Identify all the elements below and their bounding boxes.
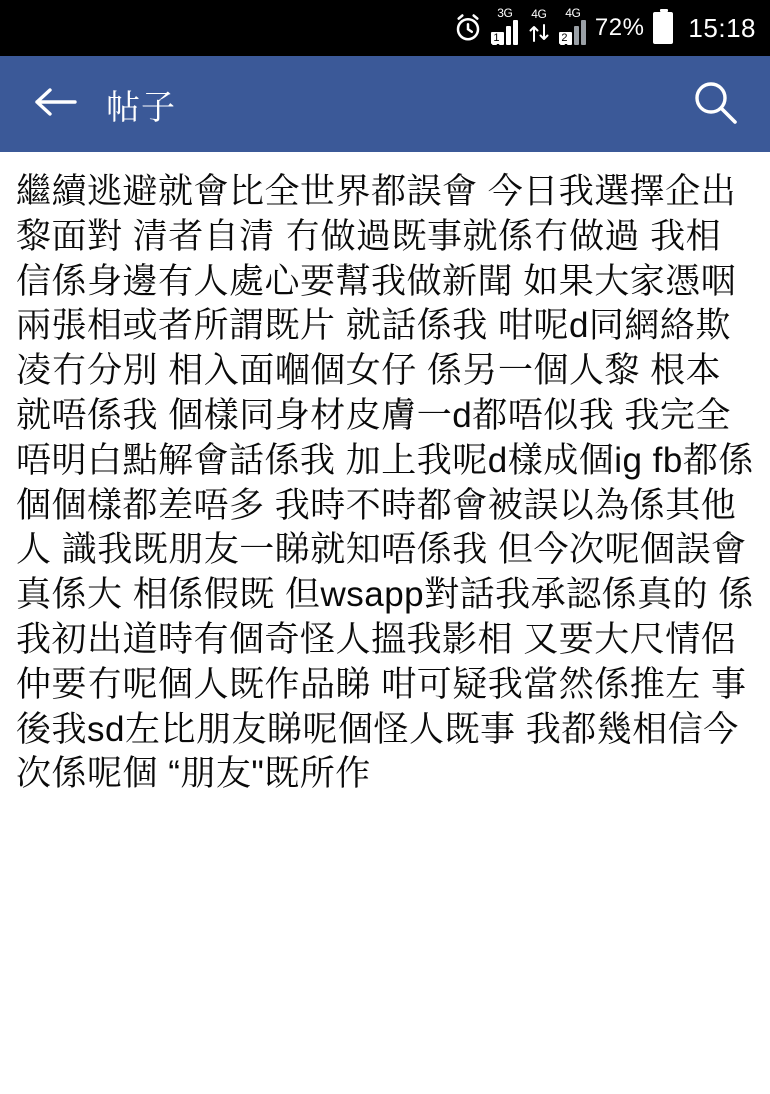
sim1-network-label: 3G (497, 6, 513, 20)
sim1-slot-label: 1 (491, 32, 502, 44)
post-content (0, 152, 770, 797)
data-transfer-icon (527, 21, 551, 45)
status-bar-icons (453, 6, 756, 45)
sim2-signal-icon (560, 6, 586, 45)
sim1-signal-icon (492, 6, 518, 45)
search-button[interactable] (688, 77, 742, 131)
sim2-slot-label: 2 (559, 32, 570, 44)
back-button[interactable] (30, 79, 80, 129)
search-icon (690, 77, 740, 132)
page-title: 帖子 (106, 88, 176, 127)
back-arrow-icon (33, 85, 77, 124)
alarm-clock-icon (453, 13, 483, 43)
data-network-label: 4G (531, 7, 547, 21)
status-bar-clock: 15:18 (688, 12, 756, 43)
status-bar (0, 0, 770, 56)
post-body-text: 繼續逃避就會比全世界都誤會 今日我選擇企出黎面對 清者自清 冇做過既事就係冇做過 我相信係身邊有人處心要幫我做新聞 如果大家憑咽兩張相或者所謂既片 就話係我 咁呢d同網絡欺凌冇分別 相入面嗰個女仔 係另一個人黎 根本就唔係我 個樣同身材皮膚一d都唔似我 我完全唔明白點解會話係我 加上我呢d樣成個ig fb都係 個個樣都差唔多 我時不時都會被誤以為係其他人 識我既朋友一睇就知唔係我 但今次呢個誤會真係大 相係假既 但wsapp對話我承認係真的 係我初出道時有個奇怪人搵我影相 又要大尺情侶仲要冇呢個人既作品睇 咁可疑我當然係推左 事後我sd左比朋友睇呢個怪人既事 我都幾相信今次係呢個 “朋友"既所作 (16, 172, 754, 794)
battery-percent-label: 72% (594, 14, 645, 41)
app-bar (0, 56, 770, 152)
battery-full-icon (653, 12, 673, 44)
mobile-data-icon (527, 7, 551, 45)
sim2-network-label: 4G (565, 6, 581, 20)
